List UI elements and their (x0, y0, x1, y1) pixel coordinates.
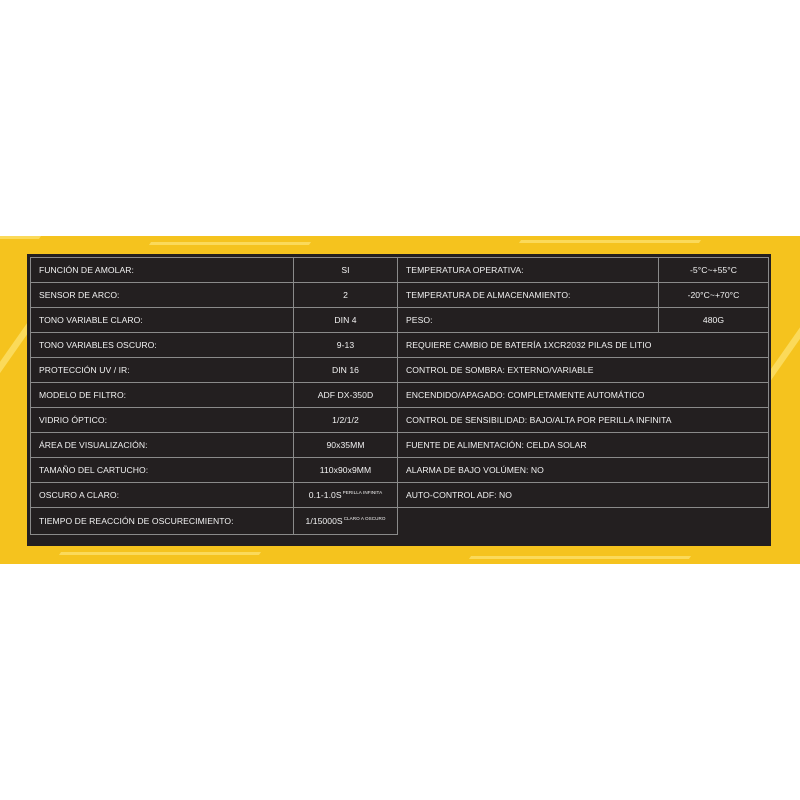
spec-label: FUNCIÓN DE AMOLAR: (31, 258, 294, 283)
decorative-stripe (59, 552, 261, 555)
spec-label: PESO: (398, 308, 659, 333)
table-row (31, 358, 769, 383)
spec-label: OSCURO A CLARO: (31, 483, 294, 508)
decorative-stripe (469, 556, 691, 559)
spec-label: VIDRIO ÓPTICO: (31, 408, 294, 433)
table-row (31, 458, 769, 483)
spec-label: TIEMPO DE REACCIÓN DE OSCURECIMIENTO: (31, 508, 294, 535)
table-row (31, 383, 769, 408)
spec-value: 1/2/1/2 (294, 408, 398, 433)
spec-label: TEMPERATURA OPERATIVA: (398, 258, 659, 283)
spec-value: -20°C~+70°C (659, 283, 769, 308)
spec-label: MODELO DE FILTRO: (31, 383, 294, 408)
table-row (31, 283, 769, 308)
spec-text: CONTROL DE SENSIBILIDAD: BAJO/ALTA POR PERILLA INFINITA (398, 408, 769, 433)
table-row (31, 483, 769, 508)
decorative-stripe (519, 240, 701, 243)
spec-value: -5°C~+55°C (659, 258, 769, 283)
spec-value: 9-13 (294, 333, 398, 358)
spec-value: SI (294, 258, 398, 283)
spec-label: TEMPERATURA DE ALMACENAMIENTO: (398, 283, 659, 308)
spec-value: 90x35MM (294, 433, 398, 458)
spec-value: DIN 4 (294, 308, 398, 333)
spec-value: DIN 16 (294, 358, 398, 383)
spec-text: REQUIERE CAMBIO DE BATERÍA 1XCR2032 PILAS DE LITIO (398, 333, 769, 358)
spec-value-note: PERILLA INFINITA (342, 490, 383, 495)
spec-value: 110x90x9MM (294, 458, 398, 483)
table-row (31, 333, 769, 358)
spec-text: CONTROL DE SOMBRA: EXTERNO/VARIABLE (398, 358, 769, 383)
spec-label: SENSOR DE ARCO: (31, 283, 294, 308)
spec-text: AUTO-CONTROL ADF: NO (398, 483, 769, 508)
spec-value: 480G (659, 308, 769, 333)
spec-label: TONO VARIABLE CLARO: (31, 308, 294, 333)
spec-label: ÁREA DE VISUALIZACIÓN: (31, 433, 294, 458)
spec-text: FUENTE DE ALIMENTACIÓN: CELDA SOLAR (398, 433, 769, 458)
table-row (31, 408, 769, 433)
spec-table (30, 257, 769, 535)
decorative-stripe (149, 242, 311, 245)
spec-value-note: CLARO A OSCURO (343, 516, 386, 521)
empty-cell (398, 508, 769, 535)
spec-value-cell (294, 508, 398, 535)
spec-value: 1/15000S (305, 516, 343, 526)
table-row (31, 508, 769, 535)
spec-value: 0.1-1.0S (308, 490, 342, 500)
table-row (31, 308, 769, 333)
spec-text: ALARMA DE BAJO VOLÚMEN: NO (398, 458, 769, 483)
spec-label: TAMAÑO DEL CARTUCHO: (31, 458, 294, 483)
spec-label: TONO VARIABLES OSCURO: (31, 333, 294, 358)
spec-value: ADF DX-350D (294, 383, 398, 408)
spec-label: PROTECCIÓN UV / IR: (31, 358, 294, 383)
table-row (31, 258, 769, 283)
spec-value-cell (294, 483, 398, 508)
spec-text: ENCENDIDO/APAGADO: COMPLETAMENTE AUTOMÁTICO (398, 383, 769, 408)
decorative-stripe (0, 236, 41, 239)
spec-value: 2 (294, 283, 398, 308)
table-row (31, 433, 769, 458)
